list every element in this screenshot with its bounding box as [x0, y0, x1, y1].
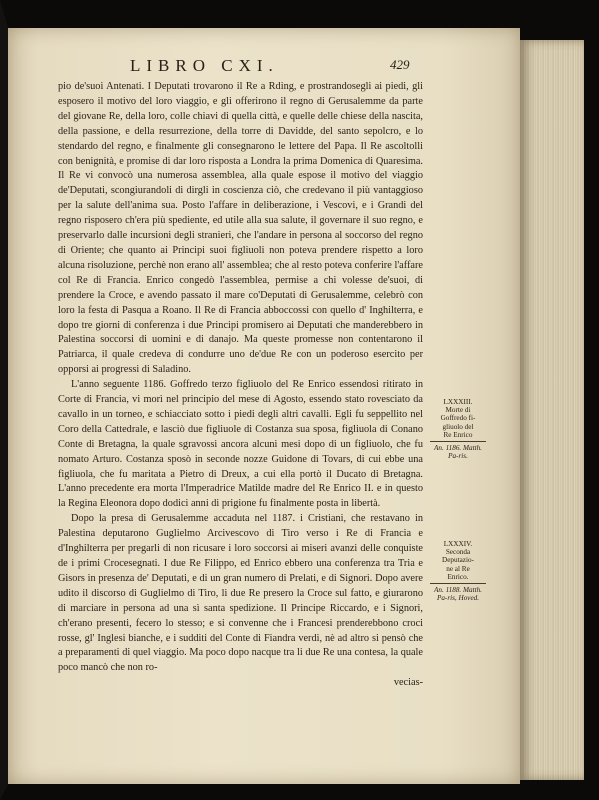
note-line: gliuolo del [442, 422, 474, 431]
marginal-note-1 [430, 398, 486, 460]
paragraph: L'anno seguente 1186. Goffredo terzo figliuolo del Re Enrico essendosi ritirato in Corte di Francia, vi morì nel principio del mese di Agosto, essendo stato rovesciato da cavallo in un torneo, e schiacciato sotto i piedi degli altri cavalli. Egli fu seppellito nel Coro della Cattedrale, e lasciò due figliuole di Costanza sua sposa, figliuola di Conano Conte di Bretagna, la quale sgravossi ancora alcuni mesi dopo di un figliuolo, che fu nomato Arturo. Costanza sposò in seconde nozze Guidone di Tovars, di cui ebbe una figliuola, che fu maritata a Pietro di Dreux, a cui ella portò il Ducato di Bretagna. L'anno precedente era morta l'Imperadrice Matilde madre del Re Enrico II. e in questo la Regina Eleonora dopo dodici anni di prigione fu finalmente posta in libertà. [58, 379, 423, 510]
note-line: ne al Re [446, 564, 470, 573]
note-citation: An. 1188. Matth. Pa-ris, Hoved. [434, 586, 482, 603]
note-line: Deputazio- [442, 556, 474, 565]
note-line: Goffredo fi- [440, 414, 476, 423]
note-rule [430, 583, 486, 584]
note-numeral: LXXXIII. [443, 398, 473, 406]
paragraph: pio de'suoi Antenati. I Deputati trovarono il Re a Rding, e prostrandosegli ai piedi, gli esposero il motivo del loro viaggio, e gli offerirono il regno di Gerusalemme da parte del giovane Re, della loro, colle chiavi di quella città, e quelle delle chiese della nascita, della passione, e della resurrezione, della torre di Davidde, del santo sepolcro, e lo stendardo del regno, e finalmente gli consegnarono le lettere del Papa. Il Re ascoltolli con benignità, e promise di dar loro risposta a Londra la prima Domenica di Quaresima. Il Re vi convocò una numerosa assemblea, alla quale espose il motivo del viaggio de'Deputati, scongiurandoli di dirgli in coscienza ciò, che credevano il più vantaggioso per la salute dell'anima sua. Posto l'affare in deliberazione, i Vescovi, e i Grandi del regno risposero ch'era più spediente, ed utile alla sua salute, il governare il suo regno, e preservarlo dalle incursioni degli stranieri, che l'andare in persona al soccorso del regno di Oriente; che quanto ai Principi suoi figliuoli non poteva prendere rispetto a loro alcuna risoluzione, perchè non erano all' assemblea; che al resto poteva conferire l'affare col Re di Francia. Enrico congedò l'assemblea, permise a chi volesse de'suoi, di prendere la Croce, e avendo passato il mare co'Deputati di Gerusalemme, celebrò con loro la festa di Pasqua a Roano. Il Re di Francia abboccossi con quello d' Inghilterra, e dopo tre giorni di conferenza i due Principi promisero ai Deputati che manderebbero in Palestina soccorsi di uomini e di danajo. Ma queste promesse non contentarono il Patriarca, il quale credeva di condurre uno de'due Re con un poderoso esercito per opporsi ai progressi di Saladino. [58, 81, 423, 376]
note-rule [430, 441, 486, 442]
running-title: LIBRO CXI. [130, 56, 279, 75]
catchword: vecias- [393, 677, 423, 689]
note-citation: An. 1186. Matth. Pa-ris. [434, 444, 482, 461]
page-number: 429 [390, 57, 410, 72]
note-line: Seconda [445, 548, 471, 557]
note-line: Enrico. [447, 572, 469, 581]
note-line: Morte di [445, 406, 471, 415]
main-text [58, 80, 423, 691]
note-line: Re Enrico [443, 430, 473, 439]
note-numeral: LXXXIV. [443, 540, 473, 548]
paragraph: Dopo la presa di Gerusalemme accaduta nel 1187. i Cristiani, che restavano in Palestina deputarono Guglielmo Arcivescovo di Tiro verso i Re di Francia e d'Inghilterra per pregarli di non ricusare i loro soccorsi ai miseri avanzi delle conquiste de i primi Crocesegnati. I due Re Filippo, ed Enrico ebbero una conferenza tra Tria e Gisors in presenza de' Deputati, e di un gran numero di Prelati, e di Signori. Dopo avere udito il discorso di Guglielmo di Tiro, li due Re presero la Croce sul fatto, e giurarono di marciare in persona ad una sì santa spedizione. Il Principe Riccardo, e i Signori, ch'erano presenti, fecero lo stesso; e si convenne che i Francesi prenderebbono croci rosse, gl' Inglesi bianche, e i sudditi del Conte di Fiandra verdi, nè ad altro si pensò che a preparamenti di quel viaggio. Ma poco dopo nacque tra li due Re una contesa, la quale poco mancò che non ro- [58, 513, 423, 674]
page-edges [520, 40, 584, 780]
page-header [130, 56, 520, 78]
marginal-note-2 [430, 540, 486, 602]
